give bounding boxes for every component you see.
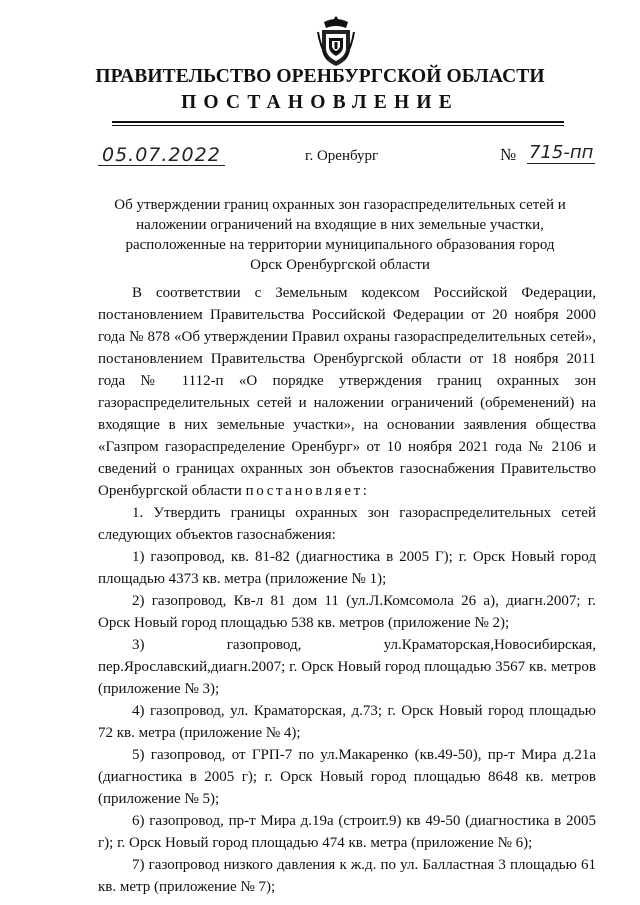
header-rule-thin (112, 125, 564, 126)
list-item: 3) газопровод, ул.Краматорская,Новосибирская, пер.Ярославский,диагн.2007; г. Орск Новый город площадью 3567 кв. метров (приложение № 3); (98, 637, 596, 697)
document-type: ПОСТАНОВЛЕНИЕ (181, 92, 459, 113)
document-city: г. Оренбург (305, 148, 379, 164)
header-rule-thick (112, 121, 564, 123)
list-item: 1) газопровод, кв. 81-82 (диагностика в 2005 Г); г. Орск Новый город площадью 4373 кв. метра (приложение № 1); (98, 549, 596, 587)
preamble-paragraph (98, 282, 596, 502)
document-date: 05.07.2022 (98, 145, 225, 166)
list-item: 7) газопровод низкого давления к ж.д. по ул. Балластная 3 площадью 61 кв. метр (приложение № 7); (98, 857, 596, 895)
preamble-resolves: постановляет: (245, 483, 370, 499)
government-name: ПРАВИТЕЛЬСТВО ОРЕНБУРГСКОЙ ОБЛАСТИ (95, 66, 545, 87)
document-number: 715-пп (529, 142, 594, 163)
list-item: 4) газопровод, ул. Краматорская, д.73; г. Орск Новый город площадью 72 кв. метра (приложение № 4); (98, 703, 596, 741)
list-item: 6) газопровод, пр-т Мира д.19а (строит.9) кв 49-50 (диагностика в 2005 г); г. Орск Новый город площадью 474 кв. метра (приложение № 6); (98, 813, 596, 851)
document-title: Об утверждении границ охранных зон газораспределительных сетей и наложении ограничений на входящие в них земельные участки, расположенные на территории муниципального образования город Орск Оренбургской области (114, 197, 566, 273)
list-item: 2) газопровод, Кв-л 81 дом 11 (ул.Л.Комсомола 26 а), диагн.2007; г. Орск Новый город площадью 538 кв. метров (приложение № 2); (98, 593, 596, 631)
coat-of-arms-icon (316, 14, 356, 68)
clause-1: 1. Утвердить границы охранных зон газораспределительных сетей следующих объектов газоснабжения: (98, 505, 596, 543)
document-body (98, 282, 596, 898)
preamble-text: В соответствии с Земельным кодексом Российской Федерации, постановлением Правительства Российской Федерации от 20 ноября 2000 года № 878 «Об утверждении Правил охраны газораспределительных сетей», постановлением Правительства Оренбургской области от 18 ноября 2011 года № 1112-п «О порядке утверждения границ охранных зон газораспределительных сетей и наложении ограничений (обременений) на входящие в них земельные участки», на основании заявления общества «Газпром газораспределение Оренбург» от 10 ноября 2021 года № 2106 и сведений о границах охранных зон объектов газоснабжения Правительство Оренбургской области (98, 285, 596, 499)
list-item: 5) газопровод, от ГРП-7 по ул.Макаренко (кв.49-50), пр-т Мира д.21а (диагностика в 2005 г); г. Орск Новый город площадью 8648 кв. метров (приложение № 5); (98, 747, 596, 807)
number-label: № (500, 145, 517, 164)
